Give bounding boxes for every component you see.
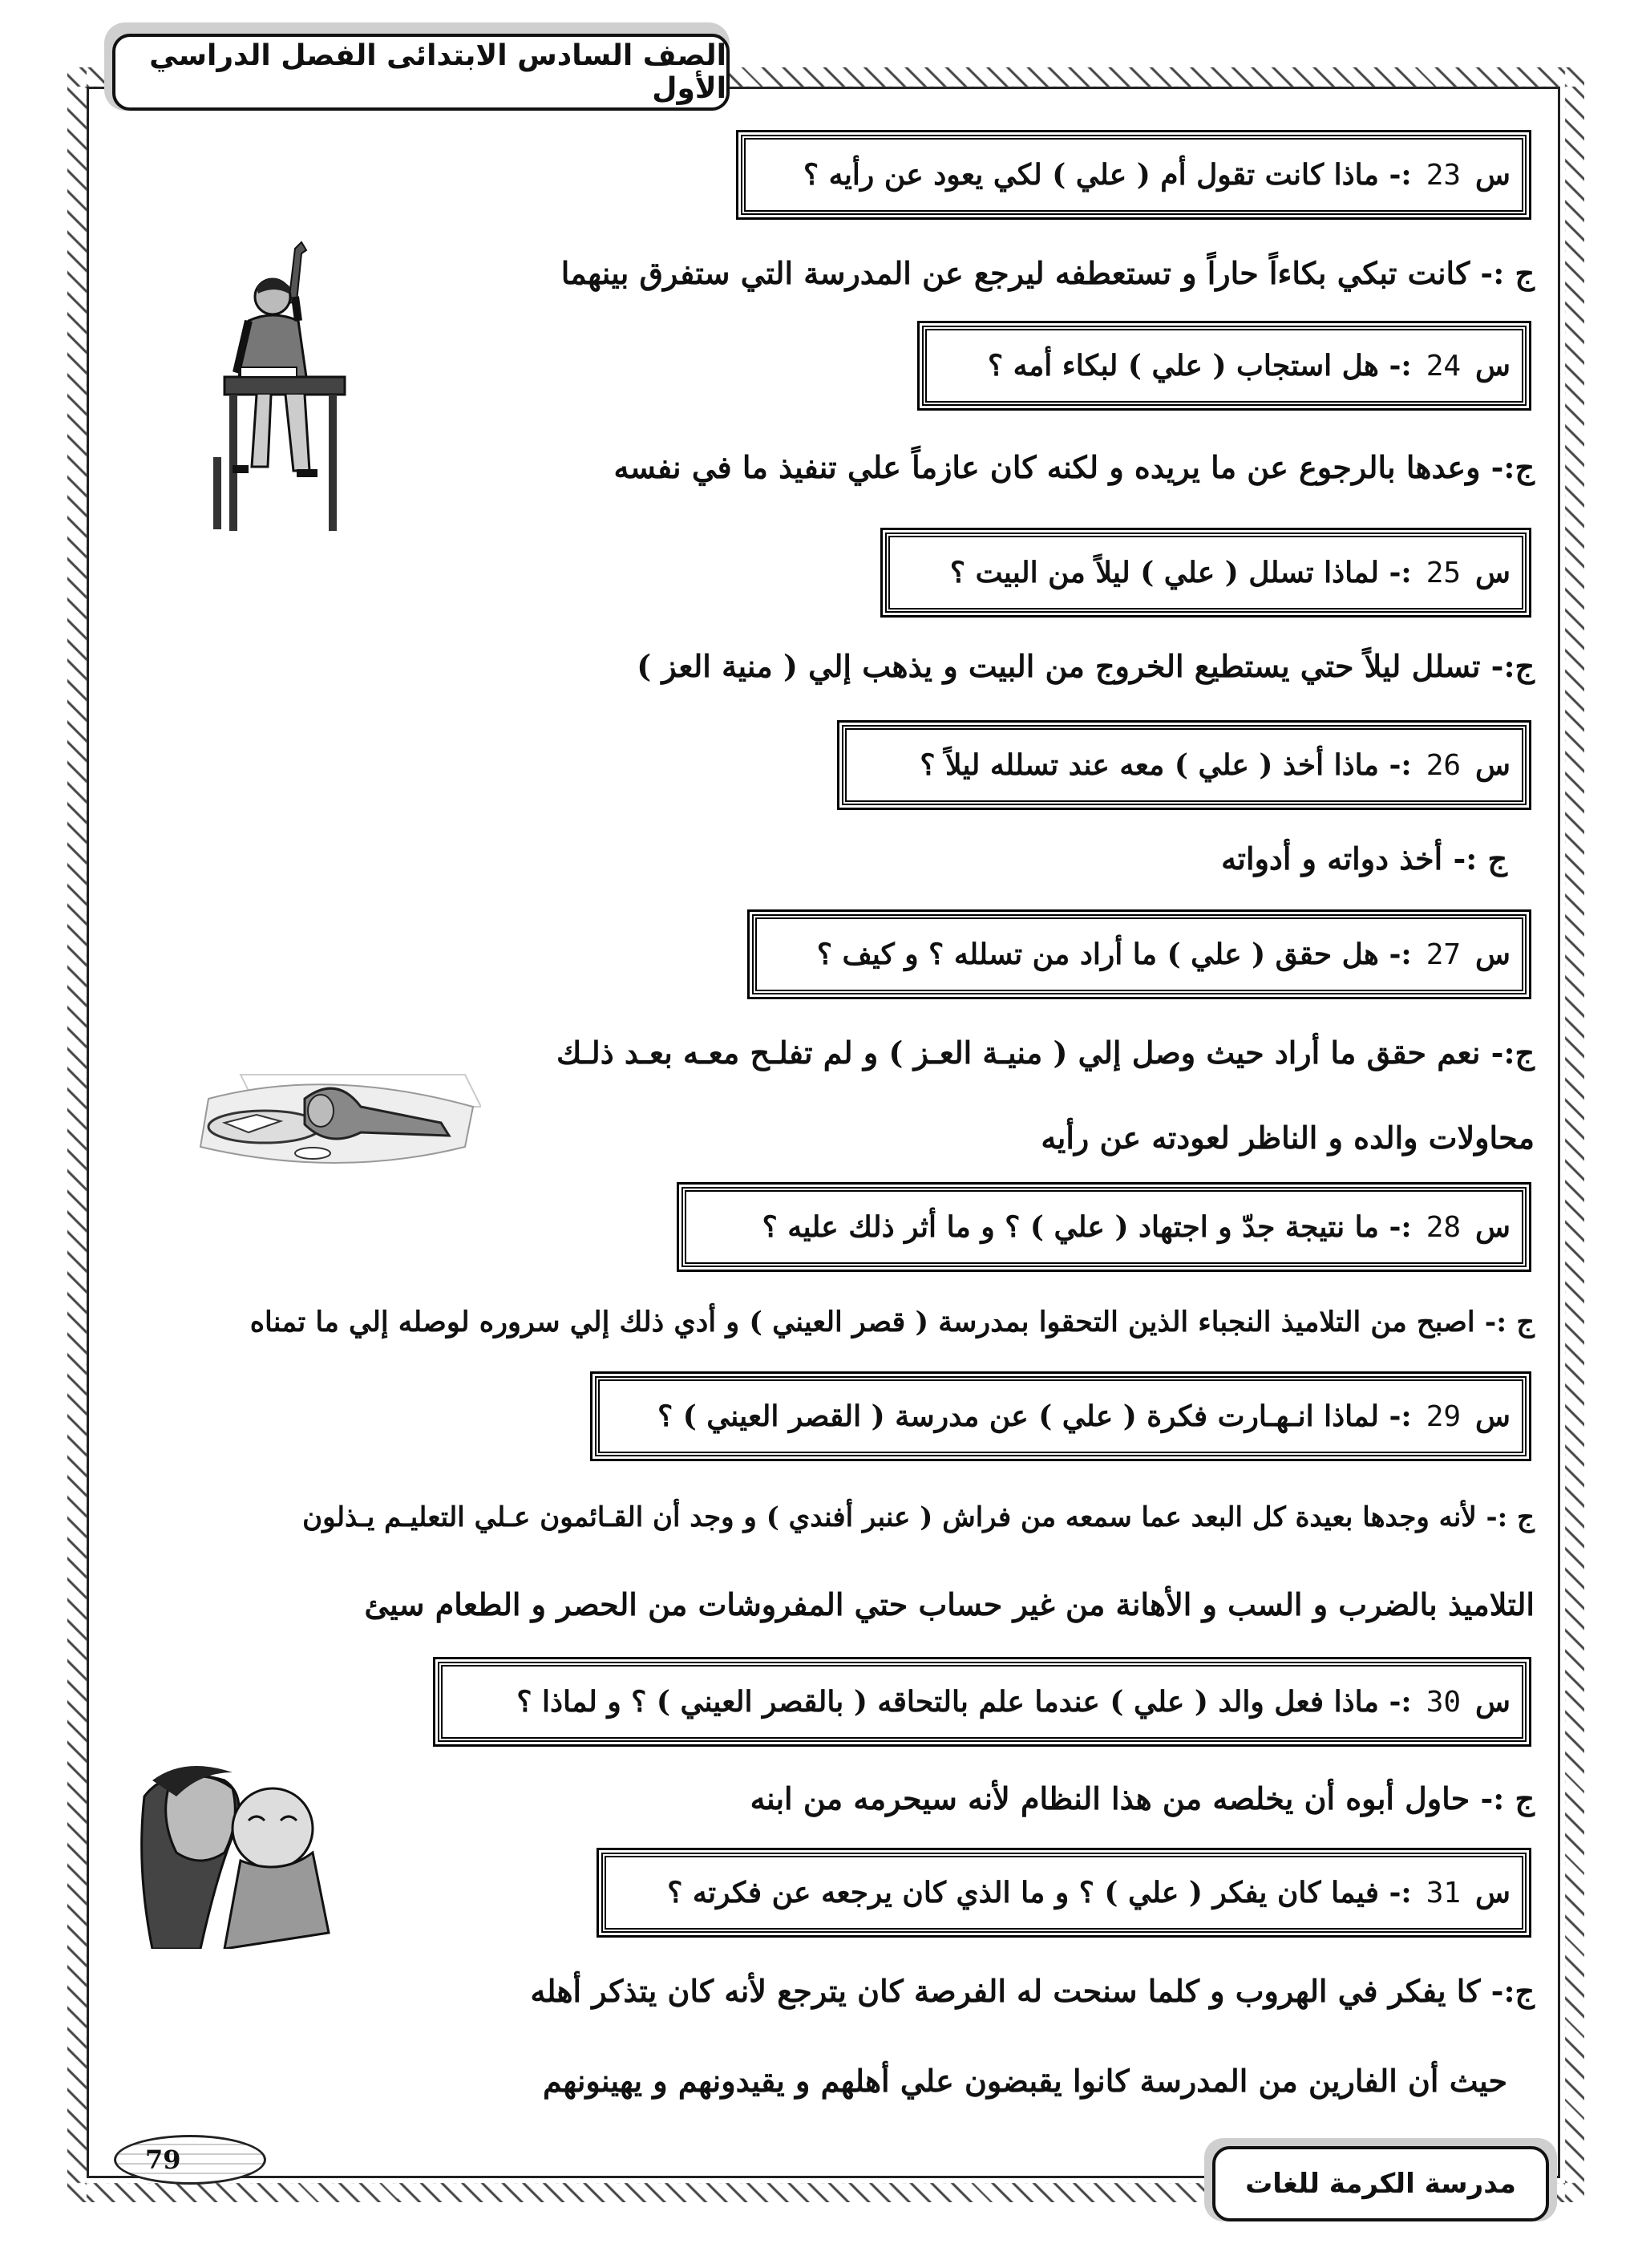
answer-31-line1: ج:- كا يفكر في الهروب و كلما سنحت له الفرصة كان يترجع لأنه كان يتذكر أهله (530, 1973, 1535, 2009)
header-title: الصف السادس الابتدائى الفصل الدراسي الأول (149, 39, 726, 105)
answer-29-line1: ج :- لأنه وجدها بعيدة كل البعد عما سمعه من فراش ( عنبر أفندي ) و وجد أن القـائمون عـلي التعليـم يـذلون (302, 1501, 1535, 1533)
answer-23: ج :- كانت تبكي بكاءاً حاراً و تستعطفه ليرجع عن المدرسة التي ستفرق بينهما (560, 255, 1535, 291)
question-box-27: س 27 :- هل حقق ( علي ) ما أراد من تسلله ؟ و كيف ؟ (752, 914, 1527, 994)
food-plate-illustration (192, 1067, 481, 1171)
answer-25: ج:- تسلل ليلاً حتي يستطيع الخروج من البيت و يذهب إلي ( منية العز ) (637, 648, 1535, 684)
question-box-26: س 26 :- ماذا أخذ ( علي ) معه عند تسلله ليلاً ؟ (842, 725, 1527, 805)
student-raising-hand-illustration (208, 241, 361, 537)
answer-29-line2: التلاميذ بالضرب و السب و الأهانة من غير حساب حتي المفروشات من الحصر و الطعام سيئ (364, 1586, 1535, 1622)
answer-26: ج :- أخذ دواته و أدواته (1221, 840, 1507, 877)
question-box-29: س 29 :- لماذا انـهـارت فكرة ( علي ) عن مدرسة ( القصر العيني ) ؟ (595, 1376, 1527, 1456)
question-box-25: س 25 :- لماذا تسلل ( علي ) ليلاً من البيت ؟ (885, 533, 1527, 613)
mother-and-child-illustration (136, 1764, 353, 1949)
answer-24: ج:- وعدها بالرجوع عن ما يريده و لكنه كان عازماً علي تنفيذ ما في نفسه (613, 449, 1535, 485)
question-box-23: س 23 :- ماذا كانت تقول أم ( علي ) لكي يعود عن رأيه ؟ (741, 135, 1527, 215)
school-name: مدرسة الكرمة للغات (1245, 2168, 1516, 2200)
answer-28: ج :- اصبح من التلاميذ النجباء الذين التحقوا بمدرسة ( قصر العيني ) و أدي ذلك إلي سروره لوصله إلي ما تمناه (249, 1306, 1535, 1339)
question-box-31: س 31 :- فيما كان يفكر ( علي ) ؟ و ما الذي كان يرجعه عن فكرته ؟ (601, 1853, 1527, 1933)
school-name-footer (1212, 2146, 1549, 2221)
page-header (112, 34, 730, 111)
question-box-28: س 28 :- ما نتيجة جدّ و اجتهاد ( علي ) ؟ و ما أثر ذلك عليه ؟ (681, 1187, 1527, 1267)
answer-27-line1: ج:- نعم حقق ما أراد حيث وصل إلي ( منيـة العـز ) و لم تفلـح معـه بعـد ذلـك (556, 1035, 1535, 1071)
question-box-24: س 24 :- هل استجاب ( علي ) لبكاء أمه ؟ (922, 326, 1527, 406)
answer-27-line2: محاولات والده و الناظر لعودته عن رأيه (1041, 1120, 1535, 1156)
page-number: 79 (145, 2144, 181, 2175)
page-number-badge (114, 2135, 266, 2185)
answer-31-line2: حيث أن الفارين من المدرسة كانوا يقبضون علي أهلهم و يقيدونهم و يهينونهم (543, 2063, 1507, 2099)
answer-30: ج :- حاول أبوه أن يخلصه من هذا النظام لأنه سيحرمه من ابنه (750, 1780, 1535, 1816)
question-box-30: س 30 :- ماذا فعل والد ( علي ) عندما علم بالتحاقه ( بالقصر العيني ) ؟ و لماذا ؟ (438, 1662, 1527, 1742)
